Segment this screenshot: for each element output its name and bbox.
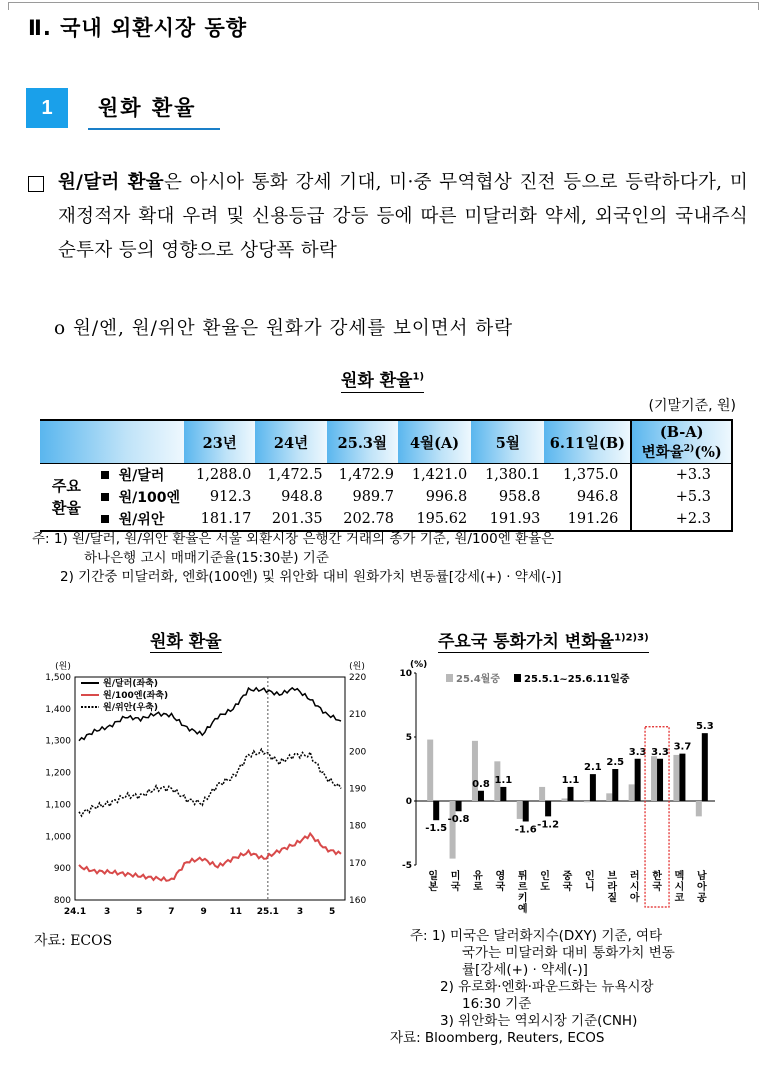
chart2-category-label: 라: [607, 882, 618, 893]
table-cell: 912.3: [209, 489, 252, 505]
chart2-category-label: 본: [428, 882, 439, 893]
chart2-notes: [390, 928, 675, 1047]
chart2-category-label: 국: [450, 882, 461, 893]
chart2-category-label: 인: [540, 871, 550, 882]
chart2-bar: [702, 733, 708, 801]
chart2-category-label: 시: [674, 882, 685, 893]
paragraph-bold-lead: 원/달러 환율: [58, 172, 164, 193]
chart1-series-line: [79, 834, 341, 881]
chart2-bar: [606, 793, 612, 801]
table-cell: 181.17: [200, 511, 252, 527]
subsection-number-badge: 1: [26, 88, 68, 128]
table-cell: 946.8: [576, 489, 619, 505]
chart1-series-line: [79, 749, 341, 816]
header-col: 23년: [184, 420, 255, 464]
table-note-2: 2) 기간중 미달러화, 엔화(100엔) 및 위안화 대비 원화가치 변동률[강세(+) · 약세(-)]: [60, 569, 562, 585]
chart2-category-label: 미: [450, 871, 461, 882]
chart2-bar: [450, 801, 456, 859]
exchange-rate-table: [40, 419, 733, 532]
table-cell: 195.62: [416, 511, 468, 527]
table-title: [0, 366, 765, 391]
chart2-data-label: 1.1: [561, 774, 580, 786]
chart2-bar: [679, 754, 685, 801]
chart2-category-label: 공: [696, 893, 707, 904]
chart2-category-label: 르: [517, 882, 528, 893]
header-change-line2: 변화율: [641, 443, 684, 461]
chart1-x-tick-label: 5: [136, 907, 143, 917]
exchange-rate-line-chart: [20, 655, 390, 925]
chart2-note: 국가는 미달러화 대비 통화가치 변동: [462, 945, 675, 961]
table-cell: 1,375.0: [563, 467, 619, 483]
currency-change-bar-chart: [390, 655, 760, 925]
chart2-category-label: 남: [696, 871, 707, 882]
chart2-data-label: 3.7: [673, 741, 692, 753]
chart2-bar: [433, 801, 439, 820]
chart1-legend-label: 원/달러(좌축): [103, 679, 158, 689]
chart2-category-label: 브: [607, 871, 618, 882]
chart2-note: 3) 위안화는 역외시장 기준(CNH): [440, 1013, 638, 1029]
table-cell: 202.78: [343, 511, 394, 527]
chart1-left-tick-label: 1,100: [45, 800, 71, 811]
chart2-category-label: 키: [517, 893, 528, 904]
chart1-left-tick-label: 1,400: [45, 704, 71, 715]
chart2-bar: [657, 759, 663, 801]
chart2-bar: [584, 801, 590, 802]
chart2-title: 주요국 통화가치 변화율$^{1)2)3)}$: [438, 632, 649, 652]
table-note-1a: 주: 1) 원/달러, 원/위안 환율은 서울 외환시장 은행간 거래의 종가 기준, 원/100엔 환율은: [32, 531, 555, 547]
header-col: 24년: [255, 420, 326, 464]
chart2-category-label: 한: [652, 871, 662, 882]
chart2-legend-swatch: [514, 674, 521, 682]
chart1-x-tick-label: 7: [168, 907, 175, 917]
table-cell: 191.93: [489, 511, 541, 527]
chart2-category-label: 국: [562, 882, 573, 893]
page-frame-left: [8, 2, 9, 10]
chart1-x-tick-label: 3: [104, 907, 111, 917]
chart2-bar: [456, 801, 462, 811]
chart2-data-label: 0.8: [472, 778, 490, 790]
header-change: [631, 420, 732, 464]
chart2-category-label: 코: [674, 893, 685, 904]
chart2-category-label: 아: [629, 893, 640, 904]
chart2-bar: [517, 801, 523, 819]
chart1-right-tick-label: 210: [349, 710, 367, 721]
chart1-left-tick-label: 900: [53, 864, 71, 875]
row-label: 원/위안: [97, 508, 184, 531]
chart1-x-tick-label: 5: [329, 907, 336, 917]
chart2-bar: [651, 756, 657, 801]
chart2-category-label: 멕: [674, 871, 685, 882]
chart1-right-tick-label: 180: [349, 821, 367, 832]
chart2-y-tick-label: 5: [405, 733, 412, 743]
chart1-right-tick-label: 170: [349, 858, 367, 869]
chart2-category-label: 영: [495, 871, 506, 882]
change-cell: +2.3: [631, 508, 732, 531]
table-cell: 1,288.0: [196, 467, 252, 483]
change-cell: +5.3: [631, 486, 732, 508]
header-blank: [40, 420, 184, 464]
chart1-legend-label: 원/위안(우축): [103, 703, 158, 713]
chart1-legend-label: 원/100엔(좌축): [103, 691, 169, 701]
sub-point: o 원/엔, 원/위안 환율은 원화가 강세를 보이면서 하락: [54, 318, 514, 339]
table-unit: (기말기준, 원): [648, 398, 736, 414]
subsection-title: 원화 환율: [98, 96, 197, 120]
chart2-bar: [696, 801, 702, 816]
table-note-1b: 하나은행 고시 매매기준율(15:30분) 기준: [84, 550, 329, 566]
square-bullet-icon: [28, 176, 44, 192]
paragraph-text: 은 아시아 통화 강세 기대, 미·중 무역협상 진전 등으로 등락하다가, 미 재정적자 확대 우려 및 신용등급 강등 등에 따른 미달러화 약세, 외국인의 국내주식 순투자 등의 영향으로 상당폭 하락: [58, 172, 749, 261]
table-cell: 948.8: [281, 489, 323, 505]
chart2-category-label: 로: [473, 882, 483, 893]
chart2-bar: [500, 787, 506, 801]
chart2-category-label: 니: [585, 882, 595, 893]
table-cell: 1,472.9: [338, 467, 394, 483]
chart2-data-label: 5.3: [695, 721, 714, 733]
chart1-left-unit: (원): [55, 662, 71, 672]
chart2-y-tick-label: 0: [405, 797, 412, 807]
chart2-bar: [478, 791, 484, 801]
header-change-sup: 2): [683, 443, 695, 454]
chart2-note: 률[강세(+) · 약세(-)]: [462, 962, 588, 978]
chart1-left-tick-label: 800: [53, 896, 71, 906]
chart1-x-tick-label: 11: [229, 907, 242, 917]
table-cell: 958.8: [498, 489, 541, 505]
chart1-x-tick-label: 25.1: [256, 907, 279, 917]
chart2-category-label: 일: [428, 871, 439, 882]
chart2-y-unit: (%): [410, 660, 428, 670]
table-cell: 191.26: [567, 511, 619, 527]
chart2-data-label: -1.6: [514, 824, 537, 836]
chart2-data-label: 3.3: [628, 746, 647, 758]
page-frame-right: [758, 2, 759, 10]
chart2-legend-label: 25.4월중: [456, 674, 500, 685]
section-title: Ⅱ. 국내 외환시장 동향: [28, 16, 248, 40]
header-col: 4월(A): [398, 420, 471, 464]
row-label: 원/달러: [97, 464, 184, 487]
chart1-right-tick-label: 200: [349, 747, 367, 758]
chart2-source: 자료: Bloomberg, Reuters, ECOS: [390, 1030, 605, 1046]
table-cell: 1,421.0: [411, 467, 468, 483]
chart2-note: 2) 유로화·엔화·파운드화는 뉴욕시장: [440, 979, 654, 995]
chart1-right-tick-label: 220: [349, 673, 367, 683]
chart2-bar: [545, 801, 551, 816]
chart2-category-label: 중: [562, 871, 573, 882]
chart1-right-unit: (원): [349, 662, 365, 672]
chart2-category-label: 유: [473, 871, 483, 882]
table-cell: 201.35: [271, 511, 323, 527]
chart2-y-tick-label: 10: [399, 669, 412, 679]
chart2-category-label: 질: [607, 893, 618, 904]
chart2-data-label: 3.3: [651, 746, 669, 758]
chart2-category-label: 인: [585, 871, 595, 882]
chart2-data-label: -1.5: [425, 823, 448, 835]
page-frame-top: [8, 2, 759, 3]
chart2-data-label: 1.1: [494, 774, 513, 786]
chart1-x-tick-label: 3: [296, 907, 304, 917]
table-cell: 996.8: [425, 489, 468, 505]
table-cell: 989.7: [352, 489, 394, 505]
table-title-text: 원화 환율: [340, 371, 413, 391]
change-cell: +3.3: [631, 464, 732, 487]
chart2-bar: [612, 769, 618, 801]
chart2-bar: [472, 741, 478, 801]
chart2-category-label: 튀: [517, 871, 528, 882]
chart1-x-tick-label: 9: [200, 907, 207, 917]
chart2-bar: [635, 759, 641, 801]
chart1-right-tick-label: 190: [349, 784, 367, 795]
header-change-line1: (B-A): [659, 423, 704, 441]
chart2-y-tick-label: -5: [402, 861, 412, 871]
chart2-category-label: 도: [540, 882, 550, 893]
chart2-legend-swatch: [446, 674, 453, 682]
table-cell: 1,380.1: [485, 467, 541, 483]
chart2-bar: [590, 774, 596, 801]
chart1-right-tick-label: 160: [349, 896, 367, 906]
chart1-left-tick-label: 1,200: [45, 768, 71, 779]
chart2-data-label: 2.1: [584, 762, 602, 774]
table-notes: [32, 530, 562, 587]
chart2-note: 주: 1) 미국은 달러화지수(DXY) 기준, 여타: [410, 928, 663, 944]
chart2-bar: [673, 755, 679, 801]
chart2-category-label: 시: [629, 882, 640, 893]
chart2-bar: [562, 798, 568, 801]
header-col: 5월: [471, 420, 544, 464]
header-col: 25.3월: [327, 420, 398, 464]
chart2-data-label: 2.5: [606, 757, 625, 768]
chart2-category-label: 국: [495, 882, 506, 893]
chart2-bar: [523, 801, 529, 821]
table-title-sup: 1): [412, 371, 425, 383]
chart2-category-label: 러: [629, 871, 640, 882]
chart2-category-label: 국: [652, 882, 662, 893]
header-change-unit: (%): [694, 443, 722, 461]
header-col: 6.11일(B): [544, 420, 631, 464]
chart1-source: 자료: ECOS: [34, 933, 113, 949]
main-paragraph: [58, 166, 748, 268]
chart2-note: 16:30 기준: [462, 996, 532, 1012]
chart1-left-tick-label: 1,500: [45, 673, 71, 683]
chart1-title: 원화 환율: [150, 632, 222, 652]
chart2-data-label: -1.2: [537, 819, 560, 831]
group-label: 주요 환율: [40, 464, 97, 532]
table-cell: 1,472.5: [267, 467, 323, 483]
chart2-bar: [539, 787, 545, 801]
chart2-legend-label: 25.5.1~25.6.11일중: [524, 674, 630, 685]
chart2-data-label: -0.8: [447, 814, 470, 826]
chart2-bar: [427, 740, 433, 801]
row-label: 원/100엔: [97, 486, 184, 508]
chart2-bar: [629, 784, 635, 801]
chart1-left-tick-label: 1,000: [45, 832, 71, 843]
chart2-bar: [568, 787, 574, 801]
chart2-category-label: 아: [696, 882, 707, 893]
chart1-left-tick-label: 1,300: [45, 736, 71, 747]
subsection-underline: [88, 128, 220, 130]
chart2-category-label: 예: [517, 904, 528, 915]
chart1-x-tick-label: 24.1: [63, 907, 87, 917]
